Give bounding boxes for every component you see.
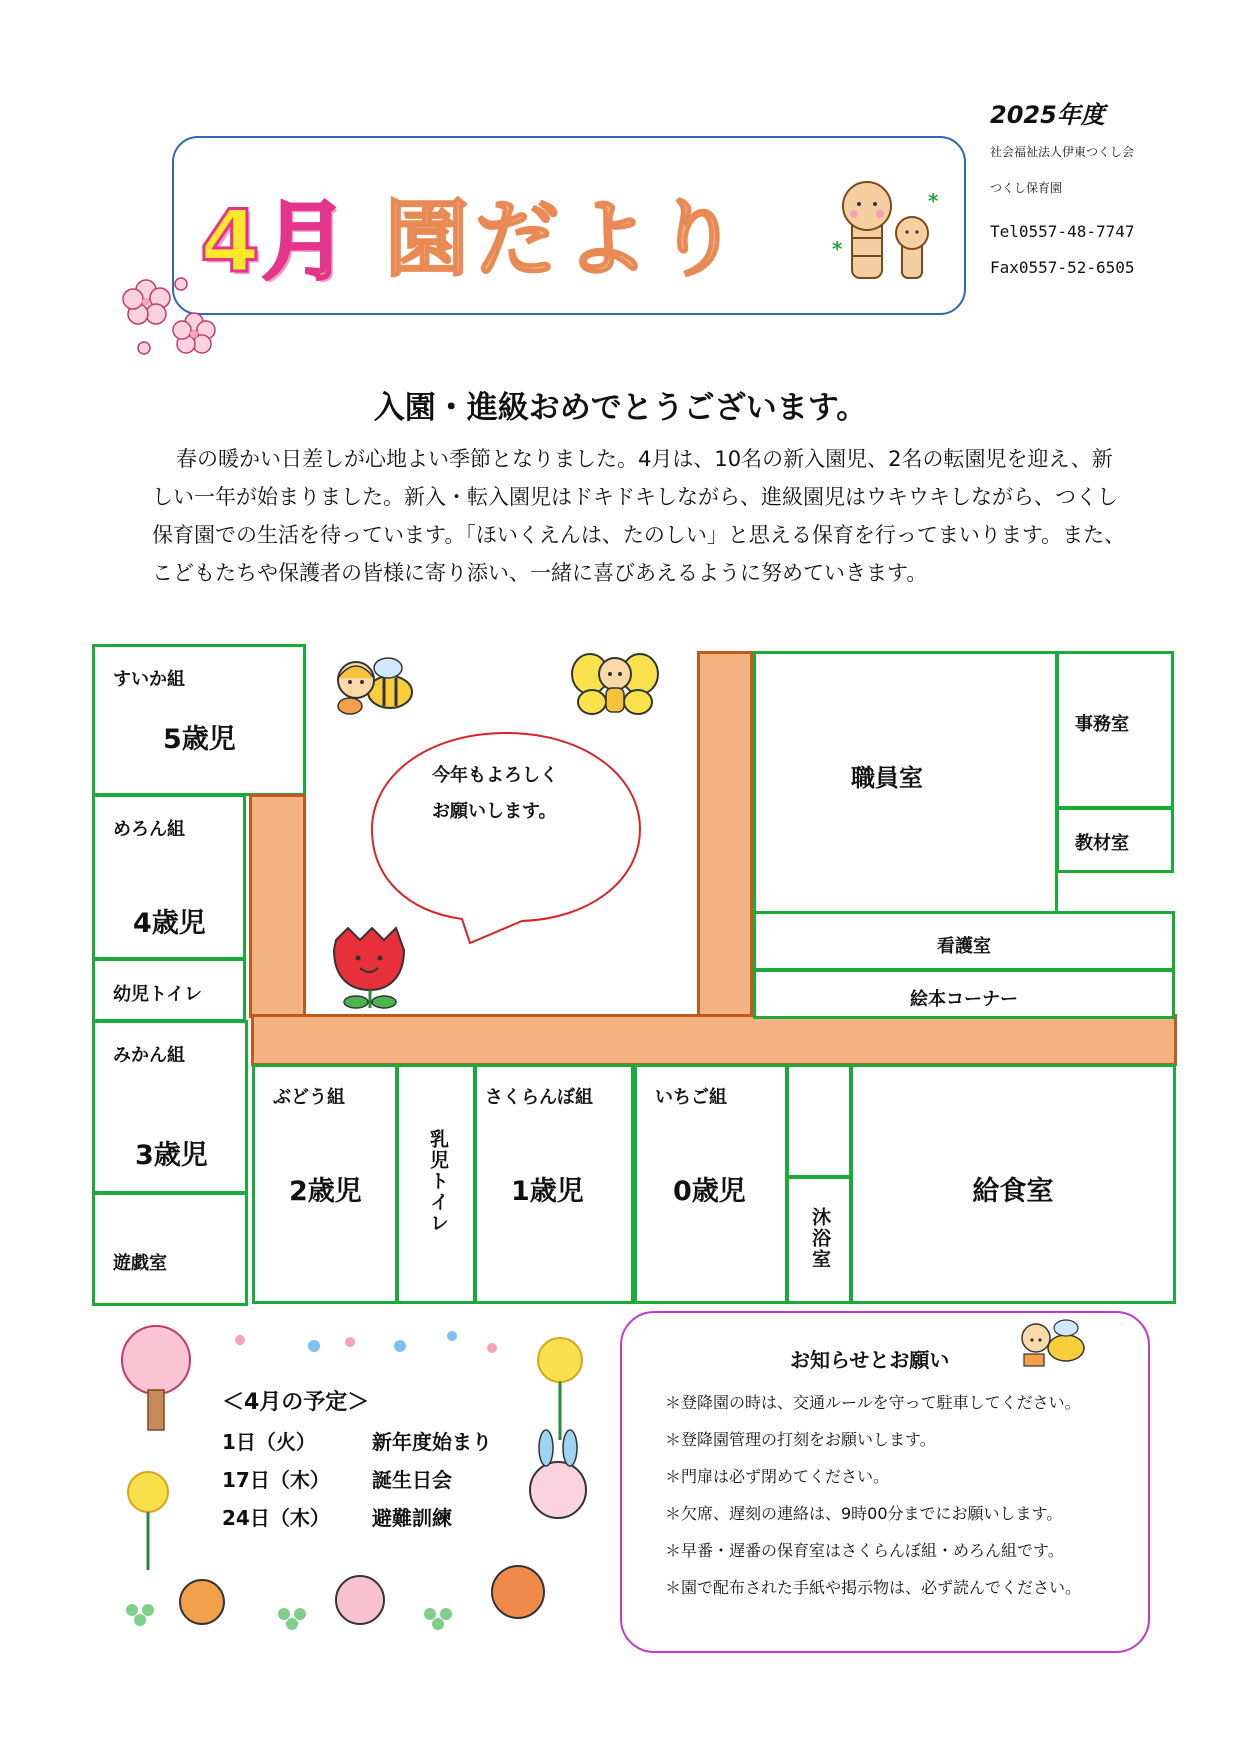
room-baby-toilet-name: 乳児トイレ <box>427 1129 449 1234</box>
notice-item: ＊登降園の時は、交通ルールを守って駐車してください。 <box>665 1393 1081 1412</box>
schedule-title: ＜4月の予定＞ <box>222 1390 370 1415</box>
notice-item: ＊早番・遅番の保育室はさくらんぼ組・めろん組です。 <box>665 1541 1064 1560</box>
room-suika-name: すいか組 <box>113 669 185 690</box>
tel-number: Tel0557-48-7747 <box>990 222 1135 241</box>
room-playroom-name: 遊戯室 <box>113 1253 167 1274</box>
room-baby-toilet <box>396 1064 476 1304</box>
bee-illustration <box>328 650 418 720</box>
room-blank-small <box>786 1064 852 1178</box>
notice-bee-illustration <box>1010 1316 1092 1370</box>
room-budou <box>252 1064 398 1304</box>
room-budou-name: ぶどう組 <box>273 1087 345 1108</box>
schedule-event: 新年度始まり <box>372 1430 492 1454</box>
org-name: 社会福祉法人伊東つくし会 <box>990 145 1135 159</box>
room-bath <box>786 1176 852 1304</box>
schedule-date: 17日（木） <box>222 1468 330 1492</box>
room-melon <box>92 794 246 960</box>
notice-title: お知らせとお願い <box>790 1348 950 1372</box>
room-nursing-name: 看護室 <box>937 936 991 957</box>
room-suika-age: 5歳児 <box>163 724 236 755</box>
hallway-center <box>697 651 753 1018</box>
room-kids-toilet-name: 幼児トイレ <box>113 984 203 1005</box>
room-budou-age: 2歳児 <box>289 1176 362 1207</box>
fax-number: Fax0557-52-6505 <box>990 258 1135 277</box>
fiscal-year: 2025年度 <box>990 101 1105 129</box>
bubble-line-1: 今年もよろしく <box>432 765 558 786</box>
hallway-main <box>251 1014 1177 1066</box>
room-office-name: 事務室 <box>1075 714 1129 735</box>
room-bath-name: 沐浴室 <box>809 1207 831 1270</box>
notice-item: ＊登降園管理の打刻をお願いします。 <box>665 1430 936 1449</box>
schedule-row <box>222 1502 452 1531</box>
hallway-left <box>249 794 306 1018</box>
bubble-line-2: お願いします。 <box>432 801 557 822</box>
room-playroom <box>92 1192 248 1306</box>
title-month: 4月 <box>200 192 350 292</box>
room-books-name: 絵本コーナー <box>910 989 1018 1010</box>
schedule-row <box>222 1426 492 1455</box>
room-mikan-age: 3歳児 <box>135 1140 208 1171</box>
room-ichigo <box>634 1064 788 1304</box>
room-suika <box>92 644 306 796</box>
room-melon-name: めろん組 <box>113 819 185 840</box>
room-materials-name: 教材室 <box>1075 833 1129 854</box>
room-kitchen-name: 給食室 <box>972 1176 1054 1207</box>
room-mikan <box>92 1020 248 1194</box>
svg-text:*: * <box>928 189 939 213</box>
notice-item: ＊門扉は必ず閉めてください。 <box>665 1467 890 1486</box>
svg-text:*: * <box>832 237 843 261</box>
schedule-event: 避難訓練 <box>372 1506 452 1530</box>
room-books <box>753 969 1175 1019</box>
butterfly-illustration <box>570 648 660 718</box>
room-materials <box>1056 807 1174 873</box>
room-office <box>1056 651 1174 809</box>
notice-item: ＊園で配布された手紙や掲示物は、必ず読んでください。 <box>665 1578 1082 1597</box>
tulip-illustration <box>326 920 416 1010</box>
room-sakuranbo-name: さくらんぼ組 <box>485 1087 593 1108</box>
schedule-date: 1日（火） <box>222 1430 316 1454</box>
title-main: 園だより <box>385 190 746 288</box>
schedule-row <box>222 1464 452 1493</box>
room-nursing <box>753 911 1175 971</box>
room-melon-age: 4歳児 <box>133 908 206 939</box>
room-sakuranbo-age: 1歳児 <box>511 1176 584 1207</box>
headline: 入園・進級おめでとうございます。 <box>373 390 868 426</box>
room-staff <box>753 651 1058 925</box>
room-kids-toilet <box>92 958 246 1022</box>
room-kitchen <box>850 1064 1176 1304</box>
room-sakuranbo <box>474 1064 634 1304</box>
schedule-event: 誕生日会 <box>372 1468 452 1492</box>
room-ichigo-name: いちご組 <box>655 1087 727 1108</box>
intro-paragraph: 春の暖かい日差しが心地よい季節となりました。4月は、10名の新入園児、2名の転園児を迎え、新しい一年が始まりました。新入・転入園児はドキドキしながら、進級園児はウキウキしながら、つくし保育園での生活を待っています。「ほいくえんは、たのしい」と思える保育を行ってまいります。また、こどもたちや保護者の皆様に寄り添い、一緒に喜びあえるように努めていきます。 <box>152 447 1126 585</box>
schedule-date: 24日（木） <box>222 1506 330 1530</box>
room-staff-name: 職員室 <box>851 764 923 792</box>
notice-item: ＊欠席、遅刻の連絡は、9時00分までにお願いします。 <box>665 1504 1063 1523</box>
room-mikan-name: みかん組 <box>113 1045 185 1066</box>
room-ichigo-age: 0歳児 <box>673 1176 746 1207</box>
school-name: つくし保育園 <box>990 181 1063 195</box>
